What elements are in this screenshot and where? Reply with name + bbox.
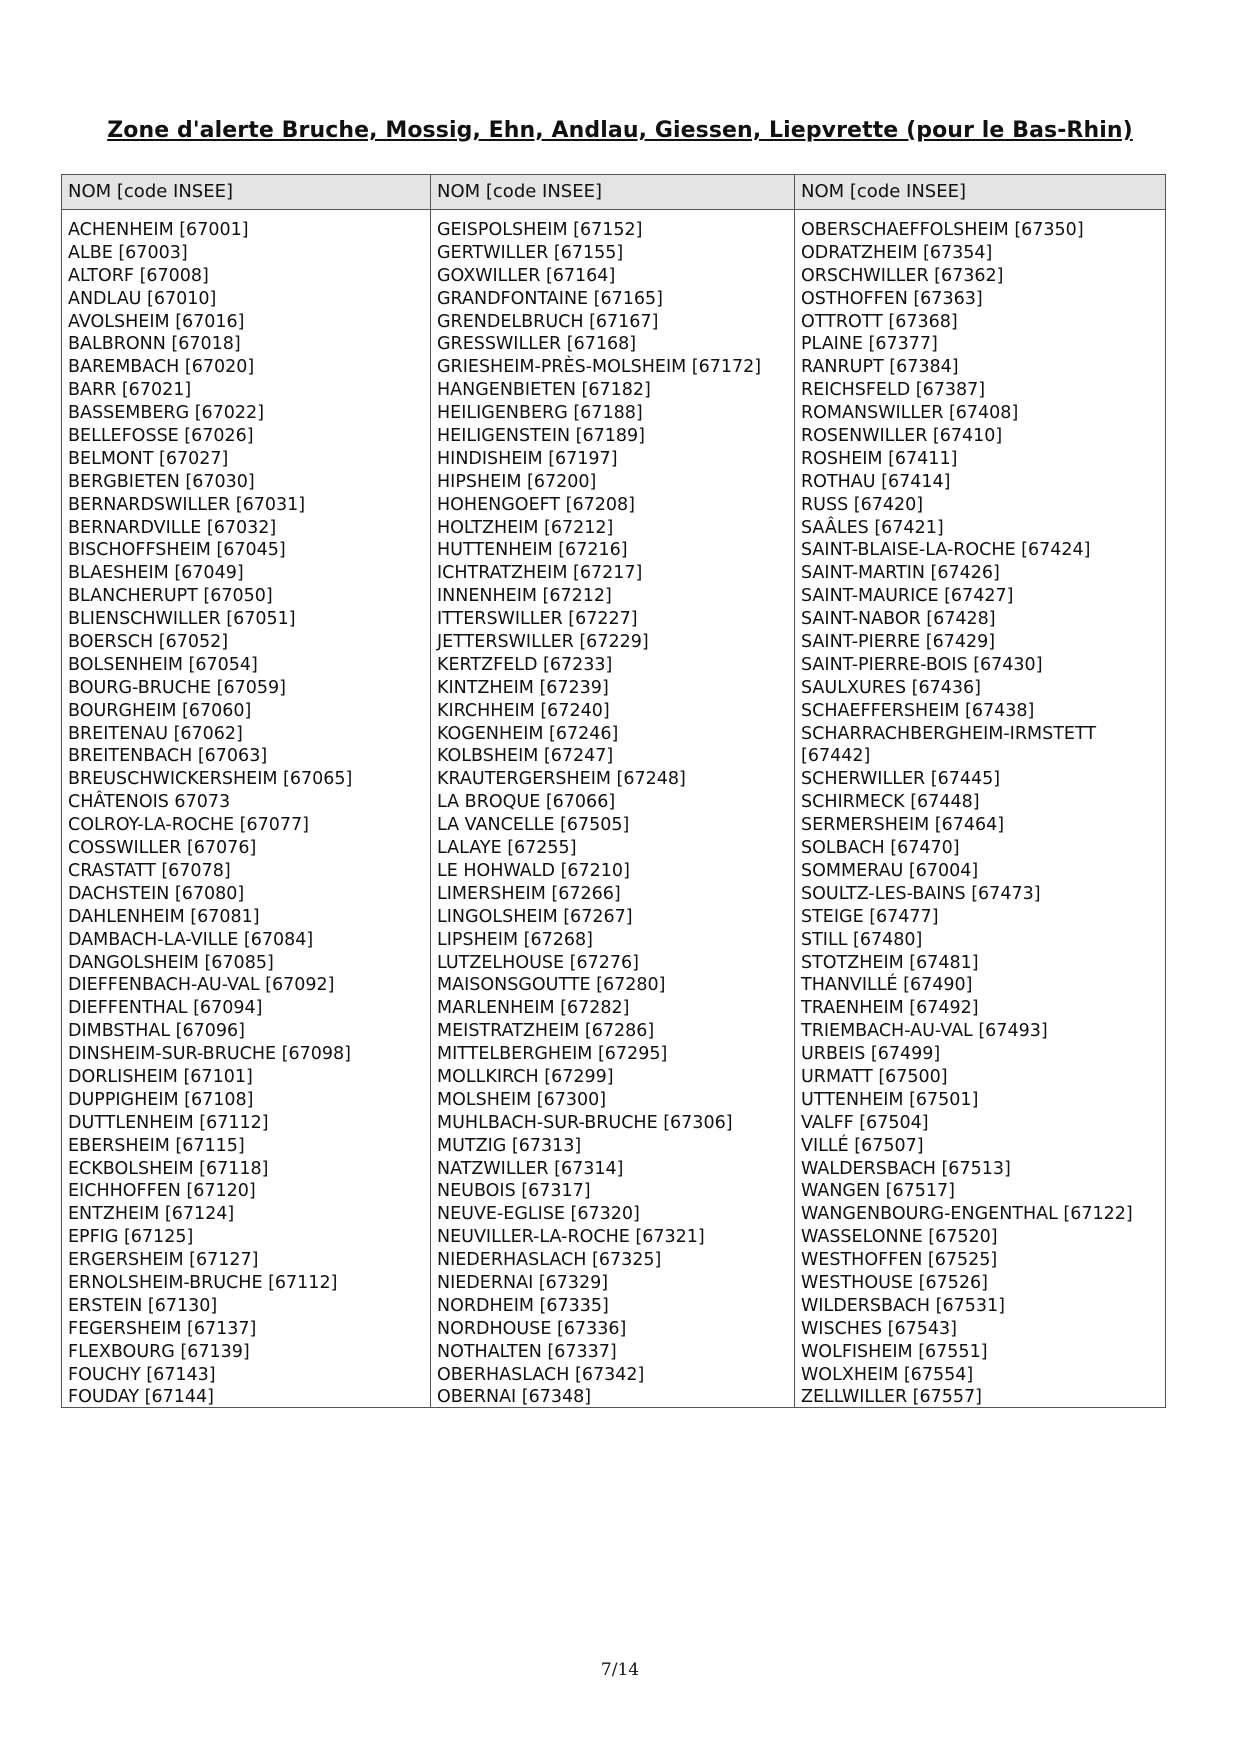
- commune-entry: ENTZHEIM [67124]: [68, 1204, 235, 1225]
- commune-entry: ANDLAU [67010]: [68, 288, 217, 309]
- commune-entry: [67442]: [801, 746, 871, 767]
- commune-entry: ODRATZHEIM [67354]: [801, 242, 993, 263]
- commune-entry: BREITENAU [67062]: [68, 723, 243, 744]
- commune-entry: HINDISHEIM [67197]: [437, 448, 618, 469]
- commune-entry: NIEDERHASLACH [67325]: [437, 1250, 662, 1271]
- commune-entry: UTTENHEIM [67501]: [801, 1089, 979, 1110]
- commune-entry: KINTZHEIM [67239]: [437, 677, 609, 698]
- commune-entry: DANGOLSHEIM [67085]: [68, 952, 274, 973]
- commune-entry: CHÂTENOIS 67073: [68, 792, 231, 813]
- commune-entry: RUSS [67420]: [801, 494, 924, 515]
- commune-entry: OTTROTT [67368]: [801, 311, 958, 332]
- commune-entry: MAISONSGOUTTE [67280]: [437, 975, 666, 996]
- commune-entry: MOLSHEIM [67300]: [437, 1089, 607, 1110]
- commune-entry: BAREMBACH [67020]: [68, 357, 255, 378]
- commune-entry: ERGERSHEIM [67127]: [68, 1250, 259, 1271]
- table-column-2: [431, 175, 794, 1407]
- commune-entry: HIPSHEIM [67200]: [437, 471, 597, 492]
- commune-entry: COLROY-LA-ROCHE [67077]: [68, 815, 309, 836]
- communes-table: [61, 174, 1166, 1408]
- commune-entry: ORSCHWILLER [67362]: [801, 265, 1004, 286]
- commune-entry: NEUBOIS [67317]: [437, 1181, 591, 1202]
- commune-entry: LA VANCELLE [67505]: [437, 815, 630, 836]
- commune-entry: SOMMERAU [67004]: [801, 860, 979, 881]
- commune-entry: DORLISHEIM [67101]: [68, 1066, 253, 1087]
- commune-entry: BARR [67021]: [68, 380, 192, 401]
- commune-entry: BLIENSCHWILLER [67051]: [68, 609, 296, 630]
- commune-entry: FEGERSHEIM [67137]: [68, 1318, 257, 1339]
- commune-entry: SAÂLES [67421]: [801, 517, 944, 538]
- commune-entry: ACHENHEIM [67001]: [68, 220, 249, 240]
- commune-entry: BLAESHEIM [67049]: [68, 563, 244, 584]
- commune-entry: ERSTEIN [67130]: [68, 1295, 218, 1316]
- commune-entry: EBERSHEIM [67115]: [68, 1135, 245, 1156]
- commune-entry: WALDERSBACH [67513]: [801, 1158, 1011, 1179]
- commune-entry: EICHHOFFEN [67120]: [68, 1181, 256, 1202]
- commune-entry: NATZWILLER [67314]: [437, 1158, 624, 1179]
- commune-entry: JETTERSWILLER [67229]: [437, 632, 649, 653]
- commune-entry: STILL [67480]: [801, 929, 923, 950]
- commune-entry: NORDHEIM [67335]: [437, 1295, 609, 1316]
- commune-entry: DIEFFENTHAL [67094]: [68, 998, 263, 1019]
- column-header: NOM [code INSEE]: [801, 181, 967, 202]
- commune-entry: VALFF [67504]: [801, 1112, 929, 1133]
- commune-entry: SAINT-PIERRE [67429]: [801, 632, 996, 653]
- commune-entry: LINGOLSHEIM [67267]: [437, 906, 633, 927]
- commune-entry: SAINT-NABOR [67428]: [801, 609, 996, 630]
- commune-entry: BOLSENHEIM [67054]: [68, 654, 258, 675]
- commune-entry: OBERNAI [67348]: [437, 1387, 592, 1408]
- commune-entry: COSSWILLER [67076]: [68, 838, 257, 859]
- commune-entry: LUTZELHOUSE [67276]: [437, 952, 639, 973]
- commune-entry: VILLÉ [67507]: [801, 1135, 924, 1156]
- commune-entry: BELMONT [67027]: [68, 448, 229, 469]
- table-column-1: [62, 175, 430, 1407]
- commune-entry: WESTHOFFEN [67525]: [801, 1250, 998, 1271]
- commune-entry: SCHAEFFERSHEIM [67438]: [801, 700, 1035, 721]
- commune-entry: AVOLSHEIM [67016]: [68, 311, 245, 332]
- commune-entry: THANVILLÉ [67490]: [801, 975, 973, 996]
- commune-entry: DIMBSTHAL [67096]: [68, 1021, 245, 1042]
- commune-entry: BALBRONN [67018]: [68, 334, 241, 355]
- commune-entry: SCHIRMECK [67448]: [801, 792, 980, 813]
- commune-entry: BOERSCH [67052]: [68, 632, 229, 653]
- commune-entry: SAULXURES [67436]: [801, 677, 981, 698]
- commune-entry: KIRCHHEIM [67240]: [437, 700, 610, 721]
- commune-entry: RANRUPT [67384]: [801, 357, 959, 378]
- commune-entry: NIEDERNAI [67329]: [437, 1272, 609, 1293]
- commune-entry: KOLBSHEIM [67247]: [437, 746, 614, 767]
- commune-entry: WILDERSBACH [67531]: [801, 1295, 1005, 1316]
- commune-entry: WANGENBOURG-ENGENTHAL [67122]: [801, 1204, 1133, 1225]
- commune-entry: NORDHOUSE [67336]: [437, 1318, 627, 1339]
- commune-entry: ZELLWILLER [67557]: [801, 1387, 983, 1408]
- commune-entry: HOHENGOEFT [67208]: [437, 494, 635, 515]
- commune-entry: WANGEN [67517]: [801, 1181, 956, 1202]
- commune-entry: NEUVE-EGLISE [67320]: [437, 1204, 640, 1225]
- commune-entry: GRESSWILLER [67168]: [437, 334, 637, 355]
- commune-entry: HOLTZHEIM [67212]: [437, 517, 614, 538]
- page-number: 7/14: [600, 1660, 640, 1680]
- commune-entry: CRASTATT [67078]: [68, 860, 231, 881]
- commune-entry: SOLBACH [67470]: [801, 838, 960, 859]
- column-header: NOM [code INSEE]: [68, 181, 234, 202]
- commune-entry: WASSELONNE [67520]: [801, 1227, 998, 1248]
- commune-entry: ROSENWILLER [67410]: [801, 426, 1003, 447]
- commune-entry: MITTELBERGHEIM [67295]: [437, 1044, 668, 1065]
- commune-entry: DACHSTEIN [67080]: [68, 883, 245, 904]
- commune-entry: MARLENHEIM [67282]: [437, 998, 630, 1019]
- commune-entry: LA BROQUE [67066]: [437, 792, 616, 813]
- commune-entry: ALBE [67003]: [68, 242, 188, 263]
- commune-entry: SOULTZ-LES-BAINS [67473]: [801, 883, 1041, 904]
- commune-entry: LALAYE [67255]: [437, 838, 577, 859]
- commune-entry: URBEIS [67499]: [801, 1044, 941, 1065]
- commune-entry: GRENDELBRUCH [67167]: [437, 311, 659, 332]
- commune-entry: OBERSCHAEFFOLSHEIM [67350]: [801, 220, 1084, 240]
- commune-entry: BERNARDVILLE [67032]: [68, 517, 277, 538]
- commune-entry: BLANCHERUPT [67050]: [68, 586, 273, 607]
- commune-entry: WISCHES [67543]: [801, 1318, 958, 1339]
- commune-entry: FLEXBOURG [67139]: [68, 1341, 250, 1362]
- commune-entry: SERMERSHEIM [67464]: [801, 815, 1005, 836]
- table-column-3: [795, 175, 1165, 1407]
- commune-entry: GOXWILLER [67164]: [437, 265, 616, 286]
- commune-entry: DUTTLENHEIM [67112]: [68, 1112, 269, 1133]
- commune-entry: FOUCHY [67143]: [68, 1364, 216, 1385]
- commune-entry: TRIEMBACH-AU-VAL [67493]: [801, 1021, 1048, 1042]
- commune-entry: WOLFISHEIM [67551]: [801, 1341, 988, 1362]
- commune-entry: MUTZIG [67313]: [437, 1135, 582, 1156]
- commune-entry: PLAINE [67377]: [801, 334, 938, 355]
- commune-entry: SAINT-MAURICE [67427]: [801, 586, 1014, 607]
- commune-entry: FOUDAY [67144]: [68, 1387, 215, 1408]
- commune-entry: OBERHASLACH [67342]: [437, 1364, 645, 1385]
- commune-entry: WOLXHEIM [67554]: [801, 1364, 974, 1385]
- commune-entry: BELLEFOSSE [67026]: [68, 426, 254, 447]
- commune-entry: GRIESHEIM-PRÈS-MOLSHEIM [67172]: [437, 357, 762, 378]
- commune-entry: EPFIG [67125]: [68, 1227, 194, 1248]
- commune-entry: SCHERWILLER [67445]: [801, 769, 1001, 790]
- commune-list: [68, 219, 352, 1409]
- commune-entry: URMATT [67500]: [801, 1066, 948, 1087]
- commune-entry: DAMBACH-LA-VILLE [67084]: [68, 929, 314, 950]
- commune-entry: TRAENHEIM [67492]: [801, 998, 979, 1019]
- commune-list: [437, 219, 761, 1409]
- commune-entry: STEIGE [67477]: [801, 906, 939, 927]
- commune-entry: GERTWILLER [67155]: [437, 242, 624, 263]
- commune-entry: ROMANSWILLER [67408]: [801, 403, 1019, 424]
- commune-entry: STOTZHEIM [67481]: [801, 952, 979, 973]
- commune-entry: HEILIGENSTEIN [67189]: [437, 426, 645, 447]
- commune-entry: LIMERSHEIM [67266]: [437, 883, 621, 904]
- commune-entry: BASSEMBERG [67022]: [68, 403, 265, 424]
- commune-entry: BOURG-BRUCHE [67059]: [68, 677, 286, 698]
- column-header: NOM [code INSEE]: [437, 181, 603, 202]
- commune-entry: GRANDFONTAINE [67165]: [437, 288, 663, 309]
- commune-entry: SAINT-MARTIN [67426]: [801, 563, 1000, 584]
- commune-entry: KERTZFELD [67233]: [437, 654, 613, 675]
- commune-entry: SCHARRACHBERGHEIM-IRMSTETT: [801, 723, 1097, 744]
- commune-entry: WESTHOUSE [67526]: [801, 1272, 988, 1293]
- commune-entry: ITTERSWILLER [67227]: [437, 609, 638, 630]
- commune-entry: DUPPIGHEIM [67108]: [68, 1089, 254, 1110]
- commune-entry: INNENHEIM [67212]: [437, 586, 612, 607]
- commune-entry: LE HOHWALD [67210]: [437, 860, 630, 881]
- commune-entry: BOURGHEIM [67060]: [68, 700, 252, 721]
- commune-entry: SAINT-PIERRE-BOIS [67430]: [801, 654, 1043, 675]
- commune-entry: NOTHALTEN [67337]: [437, 1341, 617, 1362]
- commune-entry: DAHLENHEIM [67081]: [68, 906, 260, 927]
- commune-entry: LIPSHEIM [67268]: [437, 929, 593, 950]
- commune-entry: OSTHOFFEN [67363]: [801, 288, 983, 309]
- commune-entry: DINSHEIM-SUR-BRUCHE [67098]: [68, 1044, 351, 1065]
- commune-entry: ALTORF [67008]: [68, 265, 209, 286]
- commune-entry: KOGENHEIM [67246]: [437, 723, 619, 744]
- commune-entry: BISCHOFFSHEIM [67045]: [68, 540, 286, 561]
- commune-entry: ERNOLSHEIM-BRUCHE [67112]: [68, 1272, 338, 1293]
- commune-entry: REICHSFELD [67387]: [801, 380, 986, 401]
- commune-entry: HUTTENHEIM [67216]: [437, 540, 628, 561]
- commune-list: [801, 219, 1133, 1409]
- page-title: Zone d'alerte Bruche, Mossig, Ehn, Andlau, Giessen, Liepvrette (pour le Bas-Rhin): [107, 118, 1133, 143]
- commune-entry: GEISPOLSHEIM [67152]: [437, 220, 643, 240]
- commune-entry: HEILIGENBERG [67188]: [437, 403, 643, 424]
- commune-entry: BERNARDSWILLER [67031]: [68, 494, 306, 515]
- commune-entry: ROTHAU [67414]: [801, 471, 951, 492]
- commune-entry: NEUVILLER-LA-ROCHE [67321]: [437, 1227, 705, 1248]
- commune-entry: HANGENBIETEN [67182]: [437, 380, 651, 401]
- commune-entry: SAINT-BLAISE-LA-ROCHE [67424]: [801, 540, 1091, 561]
- commune-entry: ROSHEIM [67411]: [801, 448, 958, 469]
- commune-entry: ECKBOLSHEIM [67118]: [68, 1158, 269, 1179]
- commune-entry: BREUSCHWICKERSHEIM [67065]: [68, 769, 353, 790]
- commune-entry: MUHLBACH-SUR-BRUCHE [67306]: [437, 1112, 733, 1133]
- commune-entry: KRAUTERGERSHEIM [67248]: [437, 769, 686, 790]
- commune-entry: MOLLKIRCH [67299]: [437, 1066, 614, 1087]
- commune-entry: MEISTRATZHEIM [67286]: [437, 1021, 655, 1042]
- commune-entry: BREITENBACH [67063]: [68, 746, 268, 767]
- commune-entry: DIEFFENBACH-AU-VAL [67092]: [68, 975, 335, 996]
- commune-entry: BERGBIETEN [67030]: [68, 471, 255, 492]
- commune-entry: ICHTRATZHEIM [67217]: [437, 563, 643, 584]
